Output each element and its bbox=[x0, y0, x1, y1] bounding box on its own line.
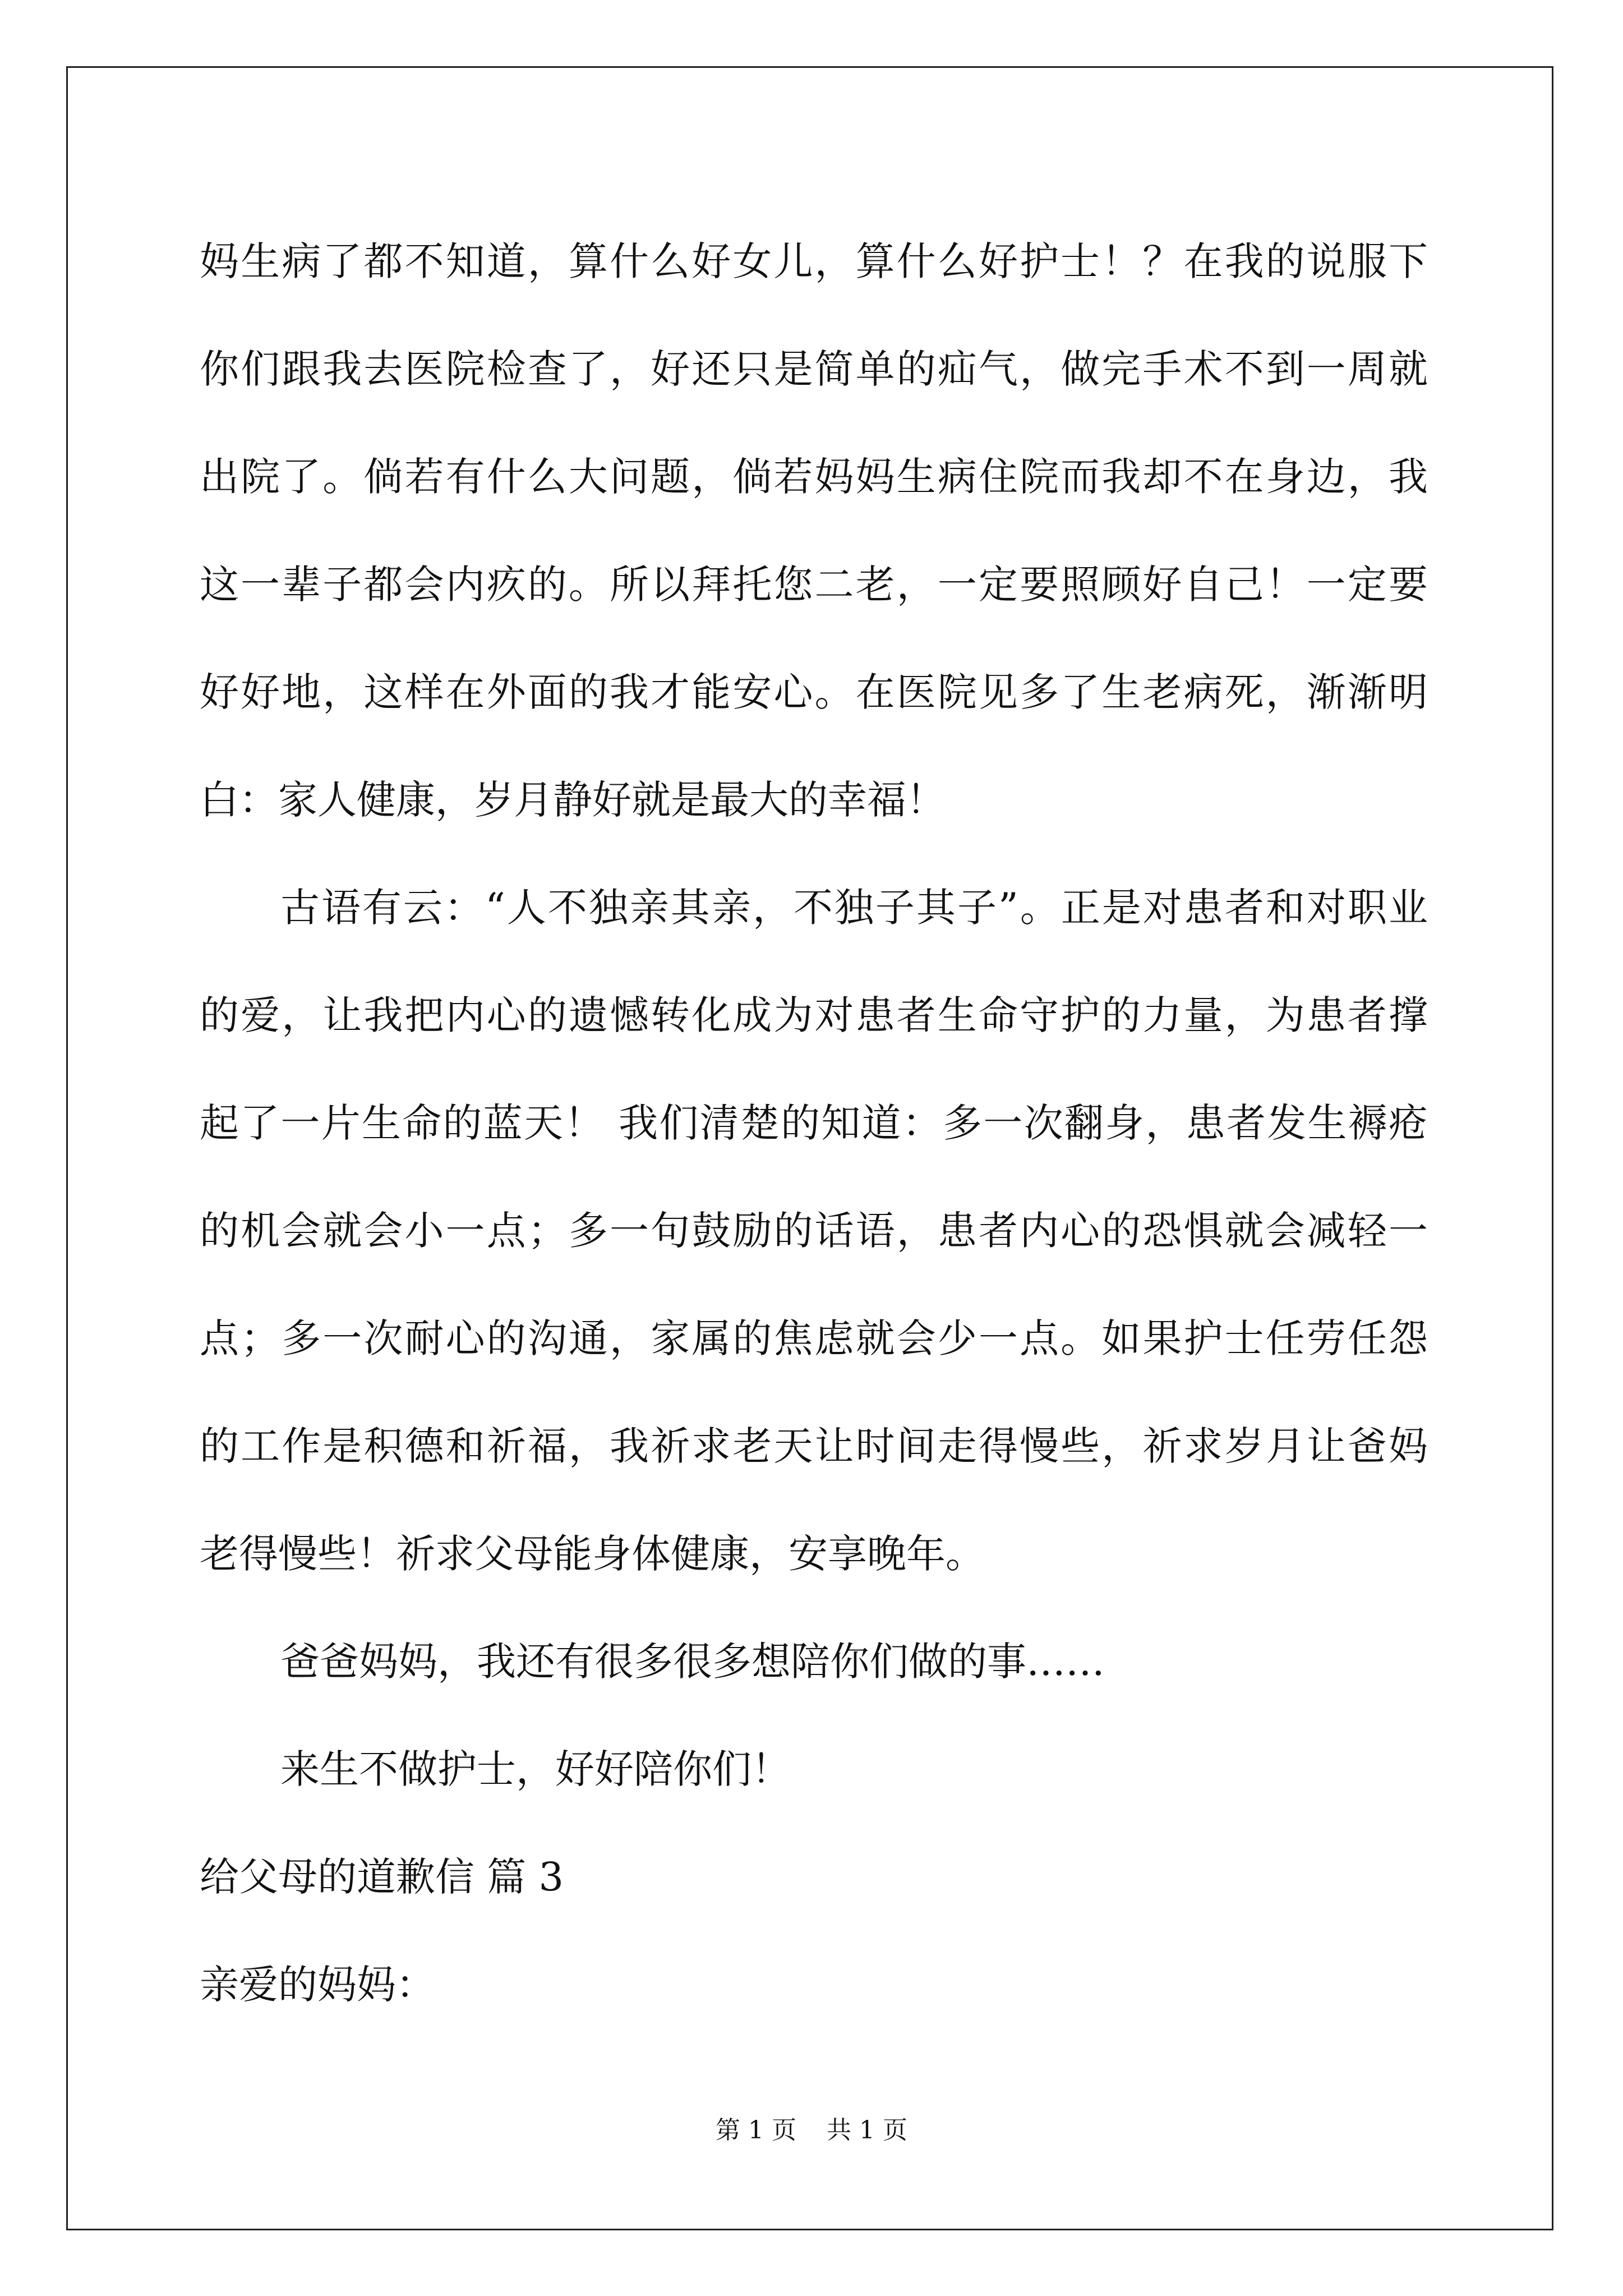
text-line: 古语有云：“人不独亲其亲，不独子其子”。正是对患者和对职业 bbox=[280, 885, 1428, 931]
text-line: 出院了。倘若有什么大问题，倘若妈妈生病住院而我却不在身边，我 bbox=[200, 454, 1428, 500]
text-line: 白：家人健康，岁月静好就是最大的幸福！ bbox=[200, 777, 946, 823]
text-line: 的机会就会小一点；多一句鼓励的话语，患者内心的恐惧就会减轻一 bbox=[200, 1208, 1428, 1254]
text-line: 点；多一次耐心的沟通，家属的焦虑就会少一点。如果护士任劳任怨 bbox=[200, 1315, 1428, 1361]
text-line: 的爱，让我把内心的遗憾转化成为对患者生命守护的力量，为患者撑 bbox=[200, 992, 1428, 1038]
text-line: 这一辈子都会内疚的。所以拜托您二老，一定要照顾好自己！一定要 bbox=[200, 562, 1428, 608]
page-total: 共 1 页 bbox=[827, 2116, 907, 2145]
paragraph-4 bbox=[200, 1715, 1428, 1823]
page-footer bbox=[0, 2114, 1623, 2147]
text-line: 好好地，这样在外面的我才能安心。在医院见多了生老病死，渐渐明 bbox=[200, 669, 1428, 715]
text-line: 起了一片生命的蓝天！ 我们清楚的知道：多一次翻身，患者发生褥疮 bbox=[200, 1100, 1428, 1146]
text-line: 妈生病了都不知道，算什么好女儿，算什么好护士！？在我的说服下 bbox=[200, 238, 1428, 284]
text-line: 爸爸妈妈，我还有很多很多想陪你们做的事…… bbox=[280, 1639, 1105, 1685]
text-line: 老得慢些！祈求父母能身体健康，安享晚年。 bbox=[200, 1531, 985, 1577]
text-line: 你们跟我去医院检查了，好还只是简单的疝气，做完手术不到一周就 bbox=[200, 346, 1428, 392]
paragraph-3 bbox=[200, 1608, 1428, 1715]
text-line: 来生不做护士，好好陪你们！ bbox=[280, 1746, 791, 1792]
page-number: 第 1 页 bbox=[716, 2116, 796, 2145]
text-line: 的工作是积德和祈福，我祈求老天让时间走得慢些，祈求岁月让爸妈 bbox=[200, 1423, 1428, 1469]
paragraph-1 bbox=[200, 208, 1428, 854]
document-body bbox=[200, 208, 1428, 2039]
letter-greeting: 亲爱的妈妈： bbox=[200, 1962, 435, 2008]
paragraph-2 bbox=[200, 854, 1428, 1608]
section-heading: 给父母的道歉信 篇 3 bbox=[200, 1854, 564, 1900]
